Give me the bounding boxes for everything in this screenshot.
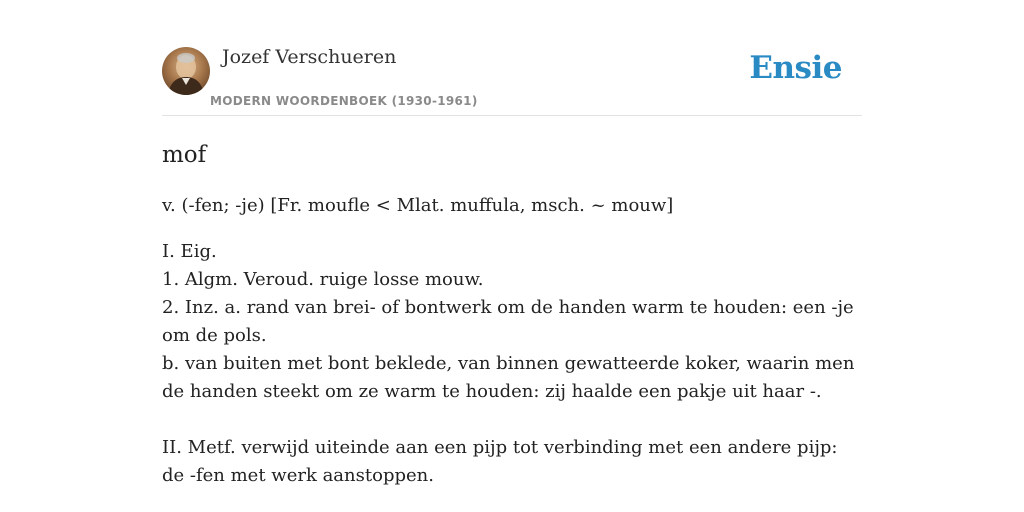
definition-line: II. Metf. verwijd uiteinde aan een pijp tot verbinding met een andere pijp: de -fen met werk aanstoppen.	[162, 437, 838, 486]
definition-line: 1. Algm. Veroud. ruige losse mouw.	[162, 269, 484, 290]
entry-header	[162, 38, 862, 116]
author-avatar[interactable]	[162, 47, 210, 95]
author-portrait-icon	[162, 47, 210, 95]
ensie-logo[interactable]: Ensie	[749, 50, 842, 86]
entry-definition	[162, 238, 862, 490]
definition-line: 2. Inz. a. rand van brei- of bontwerk om de handen warm te houden: een -je om de pols.	[162, 297, 854, 346]
definition-line: b. van buiten met bont beklede, van binnen gewatteerde koker, waarin men de handen steekt om ze warm te houden: zij haalde een pakje uit haar -.	[162, 353, 855, 402]
author-name[interactable]: Jozef Verschueren	[222, 46, 397, 68]
definition-line: I. Eig.	[162, 241, 217, 262]
paragraph-gap	[162, 406, 862, 434]
entry-term: mof	[162, 142, 207, 168]
entry-card	[162, 38, 862, 490]
entry-etymology: v. (-fen; -je) [Fr. moufle < Mlat. muffula, msch. ~ mouw]	[162, 195, 674, 216]
source-label: MODERN WOORDENBOEK (1930-1961)	[210, 94, 478, 108]
